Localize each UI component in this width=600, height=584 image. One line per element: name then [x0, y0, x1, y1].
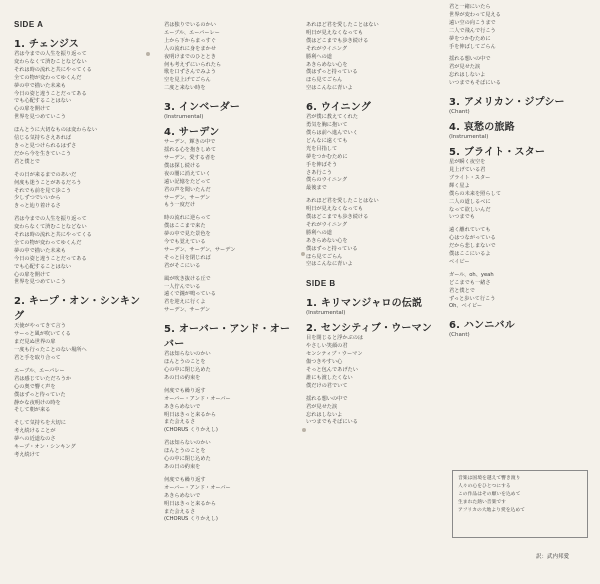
song-title-winning: 6. ウイニング: [306, 102, 371, 114]
lyrics-block: あれほど君を愛したことはない 明日が見えなくなっても 僕はどこまでも歩き続ける それがウイニング 勝利への道 あきらめない心を 僕はずっと持っている ほら見てごらん 空はこんなに青いよ: [306, 22, 379, 92]
translator-credit: 訳：武内邦愛: [536, 554, 570, 560]
lyrics-block: 君は知らないのかい ほんとうのことを 心の中に閉じ込めた あの日の約束を: [164, 440, 211, 470]
song-title-hannibal: 6. ハンニバル: [449, 320, 515, 332]
song-title-kilimanjaro: 1. キリマンジャロの伝説: [306, 298, 423, 310]
song-note: (Instrumental): [164, 114, 204, 121]
song-note: (Instrumental): [449, 134, 489, 141]
lyrics-block: 揺れる想いの中で 君が見せた涙 忘れはしないよ いつまでもそばにいる: [306, 395, 358, 426]
paper-speck: [146, 52, 150, 56]
song-note: (Instrumental): [306, 310, 346, 317]
lyrics-block: 星が瞬く夜空を 見上げている君 ブライト・スター 輝く星よ 僕らの未来を照らして 二人の道しるべに なって欲しいんだ いつまでも: [449, 159, 501, 221]
lyrics-block: 遠く離れていても 心はつながっている だから悲しまないで 僕はここにいるよ ベイビー: [449, 227, 496, 265]
song-title-invader: 3. インベーダー: [164, 102, 241, 114]
song-title-sensitive-woman: 2. センシティブ・ウーマン: [306, 323, 432, 335]
lyrics-block: その日が来るまでのあいだ 何度も迷うことがあるだろう それでも前を見て歩こう 少しずつでいいから きっと辿り着けるさ: [14, 171, 82, 210]
credits-text: 音楽は国境を越えて響き渡り 人々の心をひとつにする この作品はその願いを込めて 生まれた熱い音楽です アフリカの大地より愛を込めて: [458, 476, 525, 513]
lyrics-block: 君は今までの人生を振り返って 変わらなくて済むことなどない それは時の流れと共にやってくる 全ての物が変わってゆくんだ 夢の中で描いた未来も 今日の姿と違うことだってある でも心配することはない 心の扉を開けて 世界を見つめていこう: [14, 51, 92, 121]
lyrics-block: ガール、oh、yeah どこまでも一緒さ 君と僕とで ずっと歩いて行こう Oh、ベイビー: [449, 271, 496, 310]
song-note: (Chant): [449, 109, 470, 116]
lyrics-block: 何度でも繰り返す オーバー・アンド・オーバー あきらめないで 明日はきっと来るから また会えるさ (CHORUS くりかえし): [164, 476, 231, 523]
column-2: [164, 0, 298, 584]
lyrics-block: サーデン、輝きの中で 揺れる心を抱きしめて サーデン、愛する者を 僕は探し続ける 夜の闇に消えていく 遠い記憶をたどって 君の声を聞いたんだ サーデン、サーデン もう一度だけ: [164, 139, 216, 209]
lyrics-block: そして気持ちを大切に 考え続けることが 夢への近道なのさ キープ・オン・シンキング 考え続けて: [14, 420, 76, 458]
lyrics-block: 時の流れに逆らって 僕はここまで来た 夢の中で見た景色を 今でも覚えている サーデン、サーデン、サーデン そっと目を閉じれば 君がそこにいる: [164, 215, 236, 269]
lyrics-block: エーブル、エーバレー 君は感じていただろうか 心の奥で響く声を 僕はずっと待っていた 静かな夜明けの時を そして朝が来る: [14, 367, 72, 414]
lyrics-block: ほんとうに大切なものは変わらない 信じる気持ちさえあれば きっと見つけられるはずさ だから今を生きていこう 君と僕とで: [14, 127, 98, 165]
lyrics-block: あれほど君を愛したことはない 明日が見えなくなっても 僕はどこまでも歩き続ける それがウイニング 勝利への道 あきらめない心を 僕はずっと持っている ほら見てごらん 空はこんなに青いよ: [306, 198, 379, 268]
lyrics-block: 君と一緒にいたら 世界が変わって見える 遠い空の向こうまで 二人で飛んで行こう 夢をつかむために 手を伸ばしてごらん: [449, 4, 501, 50]
lyrics-block: 何度でも繰り返す オーバー・アンド・オーバー あきらめないで 明日はきっと来るから また会えるさ (CHORUS くりかえし): [164, 387, 231, 434]
paper-speck: [301, 252, 305, 256]
song-title-american-gypsy: 3. アメリカン・ジプシー: [449, 97, 565, 109]
lyrics-block: 天使がやってきて言う サーっと風が吹いてくる まだ見ぬ世界の扉 一度も行ったことのない場所へ 君と手を取り合って: [14, 323, 87, 361]
column-3: [306, 0, 436, 584]
side-a-heading: SIDE A: [14, 20, 44, 29]
song-note: (Chant): [449, 332, 470, 339]
song-title-changes: 1. チェンジス: [14, 39, 79, 50]
lyrics-block: 揺れる想いの中で 君が見せた涙 忘れはしないよ いつまでもそばにいる: [449, 56, 501, 87]
column-1: [14, 0, 148, 584]
side-b-heading: SIDE B: [306, 279, 336, 289]
lyrics-block: 君は今までの人生を振り返って 変わらなくて済むことなどない それは時の流れと共にやってくる 全ての物が変わってゆくんだ 夢の中で描いた未来も 今日の姿と違うことだってある でも心配することはない 心の扉を開けて 世界を見つめていこう: [14, 216, 92, 286]
song-title-keep-on-thinking: 2. キープ・オン・シンキング: [14, 296, 141, 323]
lyrics-block: 風が吹き抜ける丘で 一人佇んでいる 遠くで鐘が鳴っている 君を迎えに行くよ サーデン、サーデン: [164, 275, 216, 314]
lyrics-block: 君が僕に教えてくれた 勇気を胸に抱いて 僕らは前へ進んでいく どんなに遠くても 光を目指して 夢をつかむために 手を伸ばそう さあ行こう 僕らのウイニング 最後まで: [306, 114, 358, 192]
song-title-aishu-no-tabiji: 4. 哀愁の旅路: [449, 122, 515, 134]
song-title-sarden: 4. サーデン: [164, 127, 220, 139]
lyrics-block: 君は知らないのかい ほんとうのことを 心の中に閉じ込めた あの日の約束を: [164, 351, 211, 381]
credits-box: [452, 470, 588, 538]
song-title-over-and-over: 5. オーバー・アンド・オーバー: [164, 324, 291, 351]
paper-speck: [302, 428, 306, 432]
lyrics-block: 君は独りでいるのかい エーブル、エーバーレー 上から下からまっすぐ 人の流れに身をまかせ 夜明けまでのひととき 何も考えずにいられたら 歌を口ずさんでみよう 空を見上げてごらん 二度と来ない時を: [164, 22, 222, 92]
song-title-bright-star: 5. ブライト・スター: [449, 147, 546, 159]
lyrics-block: 目を閉じると浮かぶのは やさしい笑顔の君 センシティブ・ウーマン 傷つきやすい心 そっと包んであげたい 誰にも渡したくない 僕だけの君でいて: [306, 335, 364, 389]
